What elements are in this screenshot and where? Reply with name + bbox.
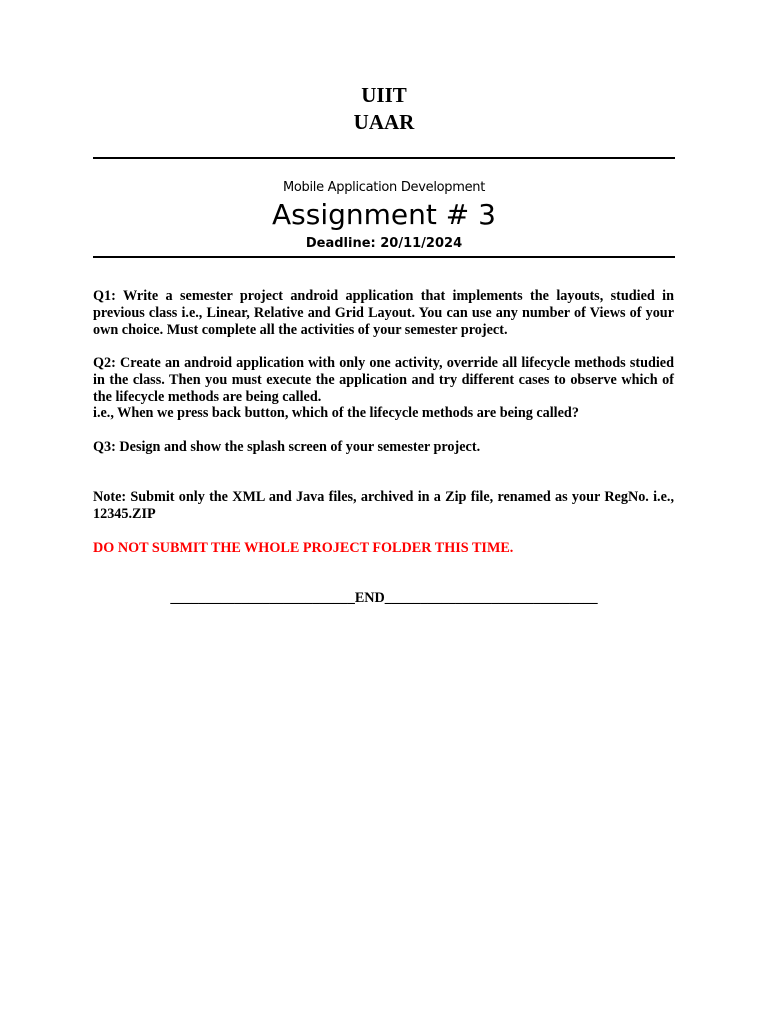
- institution-line-1: UIIT: [361, 83, 407, 107]
- question-3: Q3: Design and show the splash screen of your semester project.: [93, 439, 481, 455]
- end-marker: __________________________END______________________________: [170, 590, 598, 606]
- institution-header: [0, 82, 768, 136]
- question-2-example: i.e., When we press back button, which of the lifecycle methods are being called?: [93, 405, 579, 421]
- bottom-divider: [93, 256, 675, 258]
- deadline: Deadline: 20/11/2024: [305, 236, 463, 251]
- question-1: Q1: Write a semester project android application that implements the layouts, studied in previous class i.e., Linear, Relative and Grid Layout. You can use any number of Views of your own choice. Must complete all the activities of your semester project.: [93, 288, 674, 338]
- course-title: Mobile Application Development: [282, 180, 486, 195]
- assignment-title: Assignment # 3: [272, 198, 496, 231]
- submission-warning: DO NOT SUBMIT THE WHOLE PROJECT FOLDER THIS TIME.: [93, 540, 514, 556]
- question-2: Q2: Create an android application with only one activity, override all lifecycle methods studied in the class. Then you must execute the application and try different cases to observe which of the lifecycle methods are being called.: [93, 355, 674, 405]
- submission-note: Note: Submit only the XML and Java files, archived in a Zip file, renamed as your RegNo. i.e., 12345.ZIP: [93, 489, 674, 522]
- top-divider: [93, 157, 675, 159]
- institution-line-2: UAAR: [353, 110, 415, 134]
